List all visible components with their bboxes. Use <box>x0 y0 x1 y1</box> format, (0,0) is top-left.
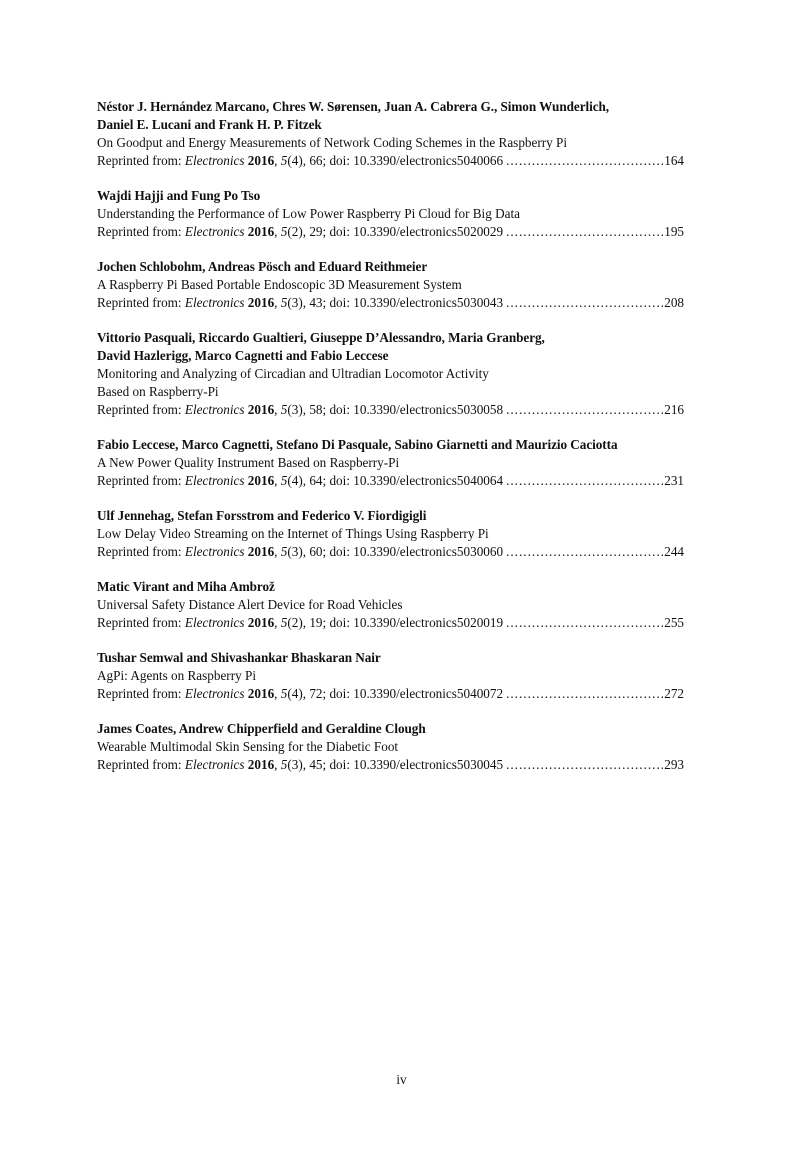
dot-leader <box>506 543 663 561</box>
table-of-contents <box>97 98 684 791</box>
entry-title: A New Power Quality Instrument Based on Raspberry-Pi <box>97 455 400 470</box>
issue-doi: (4), 72; doi: 10.3390/electronics5040072 <box>287 686 504 701</box>
year: 2016 <box>247 686 275 701</box>
entry-authors: Wajdi Hajji and Fung Po Tso <box>97 188 261 203</box>
issue-doi: (4), 66; doi: 10.3390/electronics5040066 <box>287 153 504 168</box>
volume: 5 <box>280 757 288 772</box>
toc-entry <box>97 649 684 703</box>
page-ref: 208 <box>664 295 684 310</box>
journal-name: Electronics <box>184 153 245 168</box>
volume: 5 <box>280 295 288 310</box>
entry-authors: Ulf Jennehag, Stefan Forsstrom and Federico V. Fiordigigli <box>97 508 427 523</box>
entry-authors: Vittorio Pasquali, Riccardo Gualtieri, Giuseppe D’Alessandro, Maria Granberg, David Hazlerigg, Marco Cagnetti and Fabio Leccese <box>97 330 545 363</box>
journal-name: Electronics <box>184 473 245 488</box>
toc-entry <box>97 436 684 490</box>
entry-authors: Fabio Leccese, Marco Cagnetti, Stefano Di Pasquale, Sabino Giarnetti and Maurizio Caciotta <box>97 437 618 452</box>
dot-leader <box>506 756 663 774</box>
entry-title: A Raspberry Pi Based Portable Endoscopic 3D Measurement System <box>97 277 462 292</box>
journal-name: Electronics <box>184 686 245 701</box>
entry-authors: Matic Virant and Miha Ambrož <box>97 579 275 594</box>
volume: 5 <box>280 153 288 168</box>
toc-entry <box>97 578 684 632</box>
dot-leader <box>506 152 663 170</box>
entry-title: AgPi: Agents on Raspberry Pi <box>97 668 256 683</box>
page-ref: 164 <box>664 153 684 168</box>
issue-doi: (2), 29; doi: 10.3390/electronics5020029 <box>287 224 504 239</box>
toc-entry <box>97 720 684 774</box>
year: 2016 <box>247 473 275 488</box>
page-ref: 272 <box>664 686 684 701</box>
issue-doi: (3), 58; doi: 10.3390/electronics5030058 <box>287 402 504 417</box>
toc-entry <box>97 98 684 170</box>
year: 2016 <box>247 402 275 417</box>
journal-name: Electronics <box>184 757 245 772</box>
volume: 5 <box>280 224 288 239</box>
journal-name: Electronics <box>184 295 245 310</box>
dot-leader <box>506 401 663 419</box>
toc-entry <box>97 187 684 241</box>
entry-citation: Reprinted from: Electronics 2016 , 5 (4), 66; doi: 10.3390/electronics5040066 ..... 164 <box>97 152 684 170</box>
issue-doi: (3), 60; doi: 10.3390/electronics5030060 <box>287 544 504 559</box>
volume: 5 <box>280 544 288 559</box>
page-number: iv <box>396 1072 407 1087</box>
issue-doi: (3), 43; doi: 10.3390/electronics5030043 <box>287 295 504 310</box>
year: 2016 <box>247 615 275 630</box>
dot-leader <box>506 294 663 312</box>
entry-citation: Reprinted from: Electronics 2016 , 5 (3), 60; doi: 10.3390/electronics5030060 ..... 244 <box>97 543 684 561</box>
volume: 5 <box>280 686 288 701</box>
entry-authors: Tushar Semwal and Shivashankar Bhaskaran Nair <box>97 650 381 665</box>
issue-doi: (2), 19; doi: 10.3390/electronics5020019 <box>287 615 504 630</box>
entry-title: Universal Safety Distance Alert Device for Road Vehicles <box>97 597 403 612</box>
entry-title: Monitoring and Analyzing of Circadian and Ultradian Locomotor Activity Based on Raspberry-Pi <box>97 366 489 399</box>
entry-title: Understanding the Performance of Low Power Raspberry Pi Cloud for Big Data <box>97 206 521 221</box>
year: 2016 <box>247 757 275 772</box>
toc-entry <box>97 507 684 561</box>
page-ref: 244 <box>664 544 684 559</box>
entry-title: Wearable Multimodal Skin Sensing for the Diabetic Foot <box>97 739 399 754</box>
journal-name: Electronics <box>184 224 245 239</box>
dot-leader <box>506 685 663 703</box>
entry-citation: Reprinted from: Electronics 2016 , 5 (4), 64; doi: 10.3390/electronics5040064 ..... 231 <box>97 472 684 490</box>
year: 2016 <box>247 295 275 310</box>
entry-authors: Jochen Schlobohm, Andreas Pösch and Eduard Reithmeier <box>97 259 428 274</box>
toc-entry <box>97 329 684 419</box>
page-ref: 293 <box>664 757 684 772</box>
volume: 5 <box>280 402 288 417</box>
year: 2016 <box>247 224 275 239</box>
entry-citation: Reprinted from: Electronics 2016 , 5 (3), 58; doi: 10.3390/electronics5030058 ..... 216 <box>97 401 684 419</box>
year: 2016 <box>247 153 275 168</box>
entry-citation: Reprinted from: Electronics 2016 , 5 (3), 45; doi: 10.3390/electronics5030045 ..... 293 <box>97 756 684 774</box>
year: 2016 <box>247 544 275 559</box>
dot-leader <box>506 614 663 632</box>
entry-citation: Reprinted from: Electronics 2016 , 5 (4), 72; doi: 10.3390/electronics5040072 ..... 272 <box>97 685 684 703</box>
entry-citation: Reprinted from: Electronics 2016 , 5 (3), 43; doi: 10.3390/electronics5030043 ..... 208 <box>97 294 684 312</box>
entry-title: Low Delay Video Streaming on the Internet of Things Using Raspberry Pi <box>97 526 489 541</box>
entry-authors: James Coates, Andrew Chipperfield and Geraldine Clough <box>97 721 426 736</box>
issue-doi: (3), 45; doi: 10.3390/electronics5030045 <box>287 757 504 772</box>
journal-name: Electronics <box>184 615 245 630</box>
journal-name: Electronics <box>184 402 245 417</box>
page-ref: 216 <box>664 402 684 417</box>
volume: 5 <box>280 615 288 630</box>
page-ref: 255 <box>664 615 684 630</box>
entry-authors: Néstor J. Hernández Marcano, Chres W. Sørensen, Juan A. Cabrera G., Simon Wunderlich, Daniel E. Lucani and Frank H. P. Fitzek <box>97 99 610 132</box>
toc-entry <box>97 258 684 312</box>
journal-name: Electronics <box>184 544 245 559</box>
entry-title: On Goodput and Energy Measurements of Network Coding Schemes in the Raspberry Pi <box>97 135 568 150</box>
page-ref: 231 <box>664 473 684 488</box>
issue-doi: (4), 64; doi: 10.3390/electronics5040064 <box>287 473 504 488</box>
volume: 5 <box>280 473 288 488</box>
dot-leader <box>506 223 663 241</box>
entry-citation: Reprinted from: Electronics 2016 , 5 (2), 29; doi: 10.3390/electronics5020029 ..... 195 <box>97 223 684 241</box>
page-ref: 195 <box>664 224 684 239</box>
dot-leader <box>506 472 663 490</box>
entry-citation: Reprinted from: Electronics 2016 , 5 (2), 19; doi: 10.3390/electronics5020019 ..... 255 <box>97 614 684 632</box>
